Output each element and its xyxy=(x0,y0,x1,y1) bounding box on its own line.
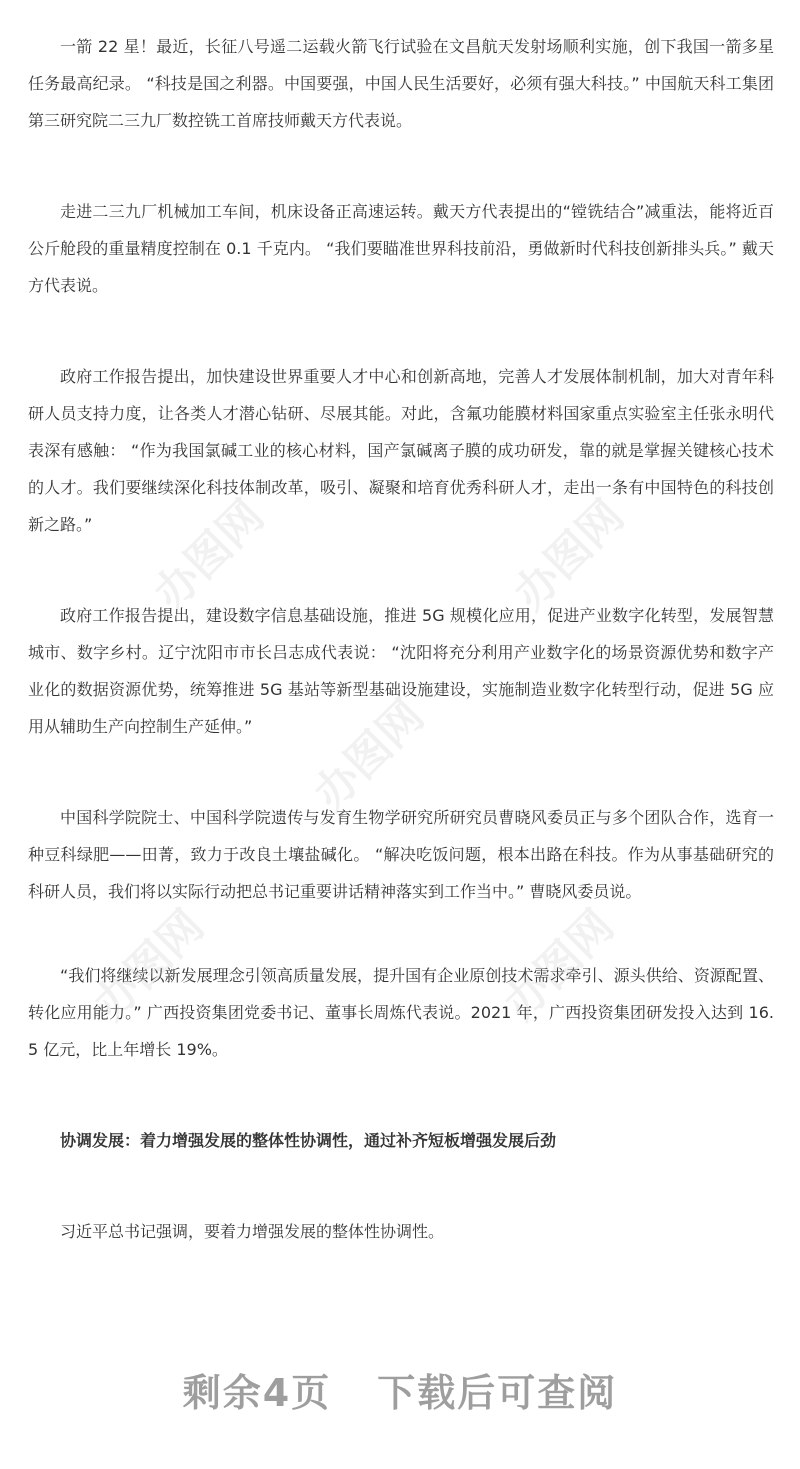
remaining-pages-label: 剩余4页 xyxy=(182,1371,332,1415)
watermark: 办图网 xyxy=(504,490,634,620)
paragraph-4: 政府工作报告提出，建设数字信息基础设施，推进 5G 规模化应用，促进产业数字化转型，发展智慧城市、数字乡村。辽宁沈阳市市长吕志成代表说： “沈阳将充分利用产业数字化的场景资源优势和数字产业化的数据资源优势，统筹推进 5G 基站等新型基础设施建设，实施制造业数字化转型行动，促进 5G 应用从辅助生产向控制生产延伸。” xyxy=(28,606,774,736)
article-body xyxy=(28,28,774,1250)
watermark: 办图网 xyxy=(144,490,274,620)
paragraph-3: 政府工作报告提出，加快建设世界重要人才中心和创新高地，完善人才发展体制机制，加大对青年科研人员支持力度，让各类人才潜心钻研、尽展其能。对此，含氟功能膜材料国家重点实验室主任张永明代表深有感触： “作为我国氯碱工业的核心材料，国产氯碱离子膜的成功研发，靠的就是掌握关键核心技术的人才。我们要继续深化科技体制改革，吸引、凝聚和培育优秀科研人才，走出一条有中国特色的科技创新之路。” xyxy=(28,367,774,534)
spacer xyxy=(28,1068,774,1122)
spacer xyxy=(28,745,774,799)
paragraph-2: 走进二三九厂机械加工车间，机床设备正高速运转。戴天方代表提出的“镗铣结合”减重法，能将近百公斤舱段的重量精度控制在 0.1 千克内。 “我们要瞄准世界科技前沿，勇做新时代科技创新排头兵。” 戴天方代表说。 xyxy=(28,202,774,295)
spacer xyxy=(28,543,774,597)
download-prompt[interactable] xyxy=(0,1362,800,1417)
paragraph-7: 习近平总书记强调，要着力增强发展的整体性协调性。 xyxy=(60,1222,445,1241)
watermark: 办图网 xyxy=(84,900,214,1030)
spacer xyxy=(28,139,774,193)
section-heading: 协调发展：着力增强发展的整体性协调性，通过补齐短板增强发展后劲 xyxy=(60,1131,557,1150)
spacer xyxy=(28,304,774,358)
spacer xyxy=(28,910,774,957)
download-to-view-label: 下载后可查阅 xyxy=(377,1371,618,1415)
paragraph-6: “我们将继续以新发展理念引领高质量发展，提升国有企业原创技术需求牵引、源头供给、资源配置、转化应用能力。” 广西投资集团党委书记、董事长周炼代表说。2021 年，广西投资集团研发投入达到 16.5 亿元，比上年增长 19%。 xyxy=(28,966,774,1059)
spacer xyxy=(28,1159,774,1213)
paragraph-1: 一箭 22 星！最近，长征八号遥二运载火箭飞行试验在文昌航天发射场顺利实施，创下我国一箭多星任务最高纪录。 “科技是国之利器。中国要强，中国人民生活要好，必须有强大科技。” 中国航天科工集团第三研究院二三九厂数控铣工首席技师戴天方代表说。 xyxy=(28,37,774,130)
paragraph-5: 中国科学院院士、中国科学院遗传与发育生物学研究所研究员曹晓风委员正与多个团队合作，选育一种豆科绿肥——田菁，致力于改良土壤盐碱化。 “解决吃饭问题，根本出路在科技。作为从事基础研究的科研人员，我们将以实际行动把总书记重要讲话精神落实到工作当中。” 曹晓风委员说。 xyxy=(28,808,774,901)
watermark: 办图网 xyxy=(304,690,434,820)
watermark: 办图网 xyxy=(494,900,624,1030)
